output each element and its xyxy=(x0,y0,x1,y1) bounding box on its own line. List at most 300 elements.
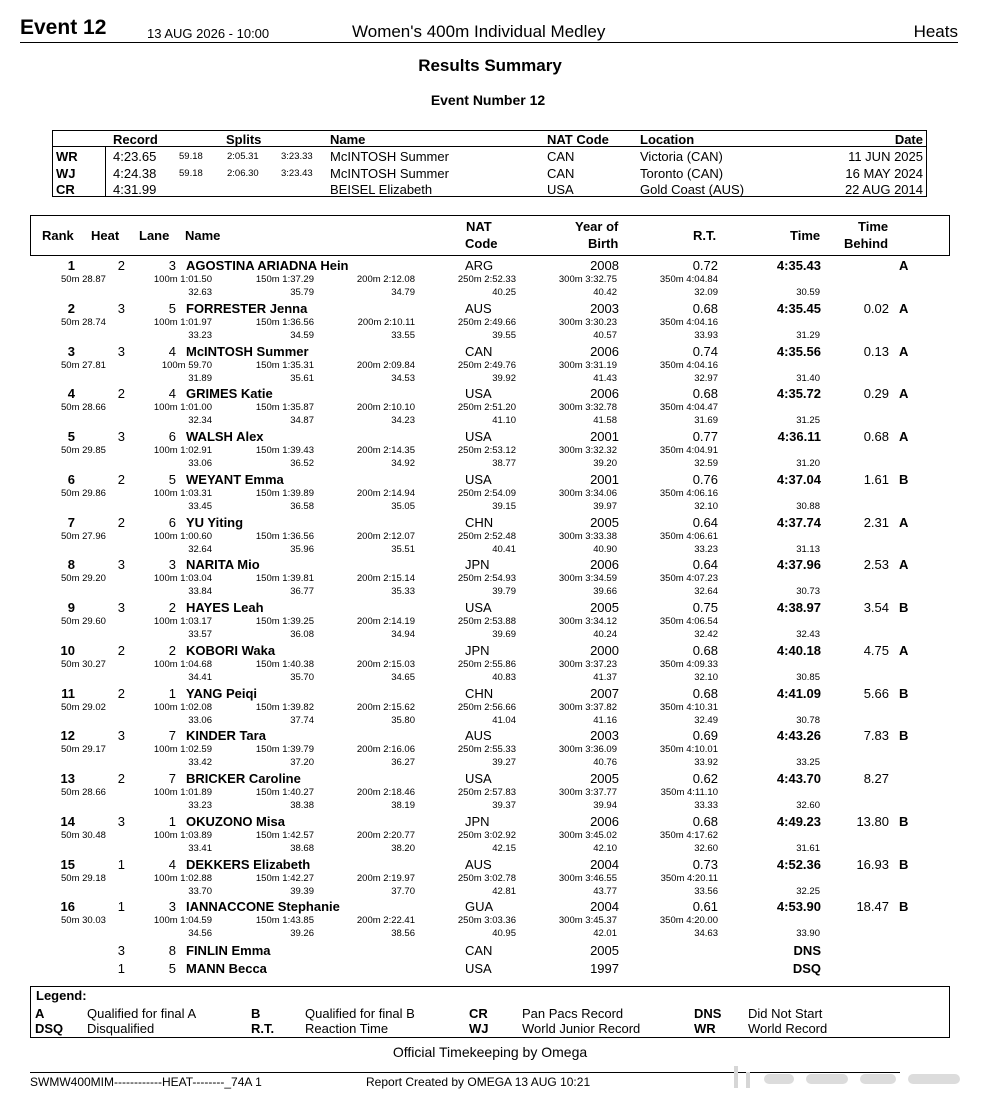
nat-code: USA xyxy=(465,961,492,976)
qualification: B xyxy=(899,856,909,872)
reaction-time: 0.64 xyxy=(692,514,718,530)
table-row xyxy=(0,814,986,857)
split-350m: 350m 4:09.33 xyxy=(659,658,718,670)
lap-200m: 36.27 xyxy=(391,757,415,769)
rank: 5 xyxy=(67,429,75,444)
split-50m: 50m 28.87 xyxy=(61,274,106,285)
col-name: Name xyxy=(185,228,221,243)
qualification: B xyxy=(899,471,909,487)
nat-code: USA xyxy=(465,600,492,615)
qualification: A xyxy=(899,557,909,573)
lap-200m: 35.33 xyxy=(391,586,415,598)
split-100m: 100m 1:02.91 xyxy=(153,445,212,456)
lane: 6 xyxy=(168,429,176,444)
nat-code: AUS xyxy=(465,300,492,316)
lap-250m: 41.04 xyxy=(492,714,516,726)
lap-400m: 33.90 xyxy=(796,928,820,940)
split-350m: 350m 4:04.47 xyxy=(659,402,718,414)
lane: 7 xyxy=(168,728,176,744)
nat-code: CHN xyxy=(465,685,494,701)
legend-code: B xyxy=(251,1006,261,1021)
nat-code: JPN xyxy=(465,642,490,658)
split-150m: 150m 1:39.89 xyxy=(255,487,314,499)
lap-300m: 42.10 xyxy=(593,842,617,854)
athlete-name: IANNACCONE Stephanie xyxy=(186,899,340,915)
final-time: 4:43.70 xyxy=(776,771,821,786)
split-50m: 50m 29.86 xyxy=(61,487,106,499)
split-300m: 300m 3:37.82 xyxy=(558,701,617,713)
lap-350m: 33.23 xyxy=(694,543,718,555)
lap-350m: 32.10 xyxy=(694,500,718,512)
split-50m: 50m 28.74 xyxy=(61,316,106,328)
nat-code: CAN xyxy=(465,343,493,359)
split-200m: 200m 2:15.14 xyxy=(356,573,415,585)
legend-desc: Pan Pacs Record xyxy=(522,1006,624,1021)
time-behind: 13.80 xyxy=(856,813,889,829)
table-row xyxy=(0,686,986,729)
qualification: A xyxy=(899,514,909,530)
lap-200m: 34.65 xyxy=(391,671,415,683)
qualification: B xyxy=(899,813,909,829)
lap-100m: 32.63 xyxy=(188,287,212,298)
split-100m: 100m 1:02.88 xyxy=(153,872,212,884)
table-row xyxy=(0,643,986,686)
lap-400m: 31.13 xyxy=(796,543,820,555)
split-350m: 350m 4:04.84 xyxy=(659,274,718,285)
lap-350m: 32.49 xyxy=(694,714,718,726)
lane: 5 xyxy=(168,471,176,487)
table-row xyxy=(0,728,986,771)
nat-code: CAN xyxy=(465,943,493,958)
lap-200m: 37.70 xyxy=(391,885,415,897)
split-350m: 350m 4:06.61 xyxy=(659,530,718,542)
athlete-name: KOBORI Waka xyxy=(186,642,276,658)
split-50m: 50m 30.03 xyxy=(61,915,106,927)
lap-350m: 32.59 xyxy=(694,458,718,469)
records-header-rule xyxy=(53,146,926,147)
athlete-name: AGOSTINA ARIADNA Hein xyxy=(186,258,349,273)
lap-100m: 33.23 xyxy=(188,800,212,811)
year-of-birth: 1997 xyxy=(590,961,619,976)
year-of-birth: 2004 xyxy=(590,899,619,915)
split-200m: 200m 2:09.84 xyxy=(356,359,415,371)
rank: 11 xyxy=(61,685,75,701)
heat: 3 xyxy=(117,343,125,359)
col-behind-1: Time xyxy=(858,219,889,234)
legend-desc: Reaction Time xyxy=(305,1021,389,1036)
split-50m: 50m 29.02 xyxy=(61,701,106,713)
lap-250m: 42.15 xyxy=(492,842,516,854)
split-150m: 150m 1:39.82 xyxy=(255,701,314,713)
lap-150m: 36.52 xyxy=(290,458,314,469)
split-150m: 150m 1:35.87 xyxy=(255,402,314,414)
nat-code: AUS xyxy=(465,728,492,744)
split-350m: 350m 4:07.23 xyxy=(659,573,718,585)
record-date: 16 MAY 2024 xyxy=(845,165,923,181)
split-200m: 200m 2:22.41 xyxy=(356,915,415,927)
split-150m: 150m 1:39.79 xyxy=(255,744,314,756)
lap-400m: 32.43 xyxy=(796,629,820,640)
page-title: Results Summary xyxy=(418,56,562,75)
lap-250m: 39.69 xyxy=(492,629,516,640)
athlete-name: KINDER Tara xyxy=(186,728,266,744)
reaction-time: 0.68 xyxy=(692,642,718,658)
lap-400m: 32.25 xyxy=(796,885,820,897)
time-behind: 0.68 xyxy=(863,429,889,444)
watermark-logo xyxy=(720,1060,980,1094)
time-behind: 0.29 xyxy=(863,386,889,402)
time-behind: 16.93 xyxy=(856,856,889,872)
split-50m: 50m 30.27 xyxy=(61,658,106,670)
lane: 4 xyxy=(168,856,176,872)
lap-100m: 34.41 xyxy=(188,671,212,683)
legend xyxy=(30,986,950,1038)
lap-350m: 33.93 xyxy=(694,329,718,341)
split-300m: 300m 3:46.55 xyxy=(558,872,617,884)
split-250m: 250m 2:57.83 xyxy=(457,787,516,798)
col-nat-2: Code xyxy=(465,236,498,251)
year-of-birth: 2005 xyxy=(590,514,619,530)
lap-300m: 40.76 xyxy=(593,757,617,769)
lap-200m: 35.80 xyxy=(391,714,415,726)
lap-400m: 33.25 xyxy=(796,757,820,769)
record-nat: CAN xyxy=(547,165,575,181)
lap-150m: 37.74 xyxy=(290,714,314,726)
split-150m: 150m 1:40.38 xyxy=(255,658,314,670)
heat: 1 xyxy=(117,961,125,976)
records-header-splits: Splits xyxy=(226,132,262,147)
split-100m: 100m 1:03.17 xyxy=(153,616,212,627)
split-300m: 300m 3:31.19 xyxy=(558,359,617,371)
split-100m: 100m 59.70 xyxy=(161,359,212,371)
records-header-record: Record xyxy=(113,132,158,147)
lap-100m: 33.06 xyxy=(188,714,212,726)
lap-400m: 31.20 xyxy=(796,458,820,469)
split-150m: 150m 1:36.56 xyxy=(255,316,314,328)
lap-250m: 40.41 xyxy=(492,543,516,555)
lane: 2 xyxy=(168,600,176,615)
event-name: Women's 400m Individual Medley xyxy=(352,22,606,41)
lap-200m: 38.19 xyxy=(391,800,415,811)
table-row xyxy=(0,857,986,900)
legend-desc: Did Not Start xyxy=(748,1006,823,1021)
heat: 2 xyxy=(117,471,125,487)
reaction-time: 0.73 xyxy=(692,856,718,872)
athlete-name: WEYANT Emma xyxy=(186,471,284,487)
record-type: WR xyxy=(56,149,78,164)
lap-350m: 31.69 xyxy=(694,415,718,427)
split-250m: 250m 2:55.33 xyxy=(457,744,516,756)
reaction-time: 0.64 xyxy=(692,557,718,573)
time-behind: 7.83 xyxy=(863,728,889,744)
record-location: Gold Coast (AUS) xyxy=(640,182,745,197)
split-150m: 150m 1:42.57 xyxy=(255,829,314,841)
lap-250m: 41.10 xyxy=(492,415,516,427)
records-header-location: Location xyxy=(640,132,695,147)
split-150m: 150m 1:35.31 xyxy=(255,359,314,371)
event-title: Event 12 xyxy=(20,16,107,39)
reaction-time: 0.68 xyxy=(692,685,718,701)
lap-150m: 39.26 xyxy=(290,928,314,940)
athlete-name: FORRESTER Jenna xyxy=(186,300,308,316)
athlete-name: HAYES Leah xyxy=(186,600,264,615)
lap-300m: 43.77 xyxy=(593,885,617,897)
split-150m: 150m 1:39.25 xyxy=(255,616,314,627)
split-300m: 300m 3:37.77 xyxy=(558,787,617,798)
lap-150m: 35.96 xyxy=(290,543,314,555)
reaction-time: 0.68 xyxy=(692,386,718,402)
split-300m: 300m 3:34.59 xyxy=(558,573,617,585)
col-lane: Lane xyxy=(139,228,170,243)
split-100m: 100m 1:02.08 xyxy=(153,701,212,713)
lap-250m: 39.27 xyxy=(492,757,516,769)
heat: 2 xyxy=(117,771,125,786)
final-time: 4:49.23 xyxy=(776,813,821,829)
timekeeping-note: Official Timekeeping by Omega xyxy=(392,1044,588,1060)
split-250m: 250m 2:49.76 xyxy=(457,359,516,371)
split-250m: 250m 2:53.12 xyxy=(457,445,516,456)
record-split-1: 59.18 xyxy=(179,167,203,179)
lap-350m: 32.10 xyxy=(694,671,718,683)
lap-350m: 34.63 xyxy=(694,928,718,940)
record-holder: McINTOSH Summer xyxy=(330,149,449,164)
lap-300m: 39.66 xyxy=(593,586,617,598)
table-row xyxy=(0,258,986,301)
split-250m: 250m 2:54.09 xyxy=(457,487,516,499)
lap-150m: 39.39 xyxy=(290,885,314,897)
lap-400m: 31.61 xyxy=(796,842,820,854)
legend-code: CR xyxy=(469,1006,488,1021)
split-350m: 350m 4:04.91 xyxy=(659,445,718,456)
col-nat-1: NAT xyxy=(466,219,492,234)
col-time: Time xyxy=(790,228,821,243)
final-time: 4:35.72 xyxy=(776,386,821,402)
record-holder: BEISEL Elizabeth xyxy=(330,182,433,197)
lap-150m: 38.38 xyxy=(290,800,314,811)
split-200m: 200m 2:12.07 xyxy=(356,530,415,542)
lap-350m: 32.09 xyxy=(694,287,718,298)
rank: 7 xyxy=(67,514,75,530)
final-time: 4:37.74 xyxy=(776,514,821,530)
lap-300m: 40.90 xyxy=(593,543,617,555)
year-of-birth: 2004 xyxy=(590,856,619,872)
year-of-birth: 2006 xyxy=(590,386,619,402)
final-time: 4:52.36 xyxy=(776,856,821,872)
lap-400m: 30.73 xyxy=(796,586,820,598)
time-behind: 5.66 xyxy=(863,685,889,701)
rank: 13 xyxy=(60,771,75,786)
lap-400m: 30.78 xyxy=(796,714,820,726)
lap-100m: 33.84 xyxy=(188,586,212,598)
split-300m: 300m 3:37.23 xyxy=(558,658,617,670)
split-150m: 150m 1:39.43 xyxy=(255,445,314,456)
lap-150m: 34.87 xyxy=(290,415,314,427)
record-time: 4:24.38 xyxy=(113,165,157,181)
nat-code: AUS xyxy=(465,856,492,872)
lap-300m: 40.24 xyxy=(593,629,617,640)
split-350m: 350m 4:20.11 xyxy=(660,872,718,884)
lap-100m: 33.42 xyxy=(188,757,212,769)
lap-100m: 33.70 xyxy=(188,885,212,897)
legend-desc: World Junior Record xyxy=(522,1021,641,1036)
split-350m: 350m 4:04.16 xyxy=(659,359,718,371)
reaction-time: 0.75 xyxy=(692,600,718,615)
record-date: 22 AUG 2014 xyxy=(844,182,923,197)
year-of-birth: 2003 xyxy=(590,728,619,744)
split-350m: 350m 4:11.10 xyxy=(660,787,718,798)
col-behind-2: Behind xyxy=(844,236,889,251)
lap-400m: 30.88 xyxy=(796,500,820,512)
qualification: A xyxy=(899,258,909,273)
reaction-time: 0.62 xyxy=(692,771,718,786)
record-location: Victoria (CAN) xyxy=(640,149,723,164)
lap-100m: 32.34 xyxy=(188,415,212,427)
lap-350m: 32.60 xyxy=(694,842,718,854)
time-behind: 18.47 xyxy=(856,899,889,915)
lap-200m: 34.53 xyxy=(391,372,415,384)
legend-desc: World Record xyxy=(748,1021,828,1036)
qualification: B xyxy=(899,685,909,701)
col-yob-1: Year of xyxy=(575,219,619,234)
records-header-nat: NAT Code xyxy=(547,132,609,147)
final-time: 4:35.56 xyxy=(776,343,821,359)
qualification: A xyxy=(899,343,909,359)
heat: 2 xyxy=(117,386,125,402)
split-50m: 50m 30.48 xyxy=(61,829,106,841)
year-of-birth: 2000 xyxy=(590,642,619,658)
heat: 2 xyxy=(117,685,125,701)
table-row xyxy=(0,386,986,429)
record-time: 4:31.99 xyxy=(113,182,157,197)
split-200m: 200m 2:20.77 xyxy=(356,829,415,841)
lap-400m: 30.59 xyxy=(796,287,820,298)
report-code: SWMW400MIM------------HEAT--------_74A 1 xyxy=(30,1075,262,1089)
heat: 3 xyxy=(117,813,125,829)
lap-100m: 33.45 xyxy=(188,500,212,512)
qualification: B xyxy=(899,600,909,615)
split-300m: 300m 3:36.09 xyxy=(558,744,617,756)
time-behind: 3.54 xyxy=(863,600,889,615)
final-time: 4:38.97 xyxy=(776,600,821,615)
nat-code: CHN xyxy=(465,514,494,530)
heat: 3 xyxy=(117,557,125,573)
lap-300m: 39.97 xyxy=(593,500,617,512)
lap-300m: 41.37 xyxy=(593,671,617,683)
lap-150m: 36.08 xyxy=(290,629,314,640)
nat-code: JPN xyxy=(465,557,490,573)
split-300m: 300m 3:45.37 xyxy=(558,915,617,927)
split-50m: 50m 27.81 xyxy=(61,359,106,371)
lap-100m: 33.57 xyxy=(188,629,212,640)
table-row xyxy=(0,429,986,472)
lap-250m: 39.79 xyxy=(492,586,516,598)
split-300m: 300m 3:45.02 xyxy=(558,829,617,841)
event-number: Event Number 12 xyxy=(430,92,546,108)
split-200m: 200m 2:19.97 xyxy=(356,872,415,884)
split-150m: 150m 1:37.29 xyxy=(255,274,314,285)
lane: 4 xyxy=(168,343,176,359)
split-200m: 200m 2:10.11 xyxy=(357,316,415,328)
lane: 2 xyxy=(168,642,176,658)
lap-150m: 34.59 xyxy=(290,329,314,341)
table-row xyxy=(0,600,986,643)
time-behind: 0.13 xyxy=(863,343,889,359)
col-rank: Rank xyxy=(42,228,74,243)
lane: 8 xyxy=(168,943,176,958)
list-item xyxy=(0,961,986,979)
lap-300m: 41.58 xyxy=(593,415,617,427)
lane: 7 xyxy=(168,771,176,786)
split-50m: 50m 27.96 xyxy=(61,530,106,542)
split-100m: 100m 1:03.89 xyxy=(153,829,212,841)
split-50m: 50m 28.66 xyxy=(61,402,106,414)
report-created: Report Created by OMEGA 13 AUG 10:21 xyxy=(366,1075,591,1089)
rank: 9 xyxy=(67,600,75,615)
rank: 4 xyxy=(67,386,75,402)
athlete-name: BRICKER Caroline xyxy=(186,771,301,786)
lap-250m: 38.77 xyxy=(492,458,516,469)
rank: 3 xyxy=(67,343,75,359)
nat-code: USA xyxy=(465,771,492,786)
reaction-time: 0.68 xyxy=(692,813,718,829)
year-of-birth: 2001 xyxy=(590,471,619,487)
split-200m: 200m 2:10.10 xyxy=(356,402,415,414)
table-row xyxy=(0,771,986,814)
split-250m: 250m 2:53.88 xyxy=(457,616,516,627)
record-nat: CAN xyxy=(547,149,575,164)
table-row xyxy=(0,344,986,387)
rank: 1 xyxy=(67,258,75,273)
qualification: B xyxy=(899,728,909,744)
lap-150m: 36.58 xyxy=(290,500,314,512)
lane: 6 xyxy=(168,514,176,530)
legend-title: Legend: xyxy=(36,988,87,1003)
lap-100m: 33.41 xyxy=(188,842,212,854)
reaction-time: 0.77 xyxy=(692,429,718,444)
final-time: 4:37.96 xyxy=(776,557,821,573)
nat-code: GUA xyxy=(465,899,494,915)
lap-200m: 34.94 xyxy=(391,629,415,640)
athlete-name: DEKKERS Elizabeth xyxy=(186,856,311,872)
reaction-time: 0.69 xyxy=(692,728,718,744)
heat: 1 xyxy=(117,856,125,872)
lap-250m: 39.15 xyxy=(492,500,516,512)
legend-code: A xyxy=(35,1006,45,1021)
split-350m: 350m 4:06.54 xyxy=(659,616,718,627)
year-of-birth: 2001 xyxy=(590,429,619,444)
rank: 8 xyxy=(67,557,75,573)
final-time: 4:43.26 xyxy=(776,728,821,744)
record-split-1: 59.18 xyxy=(179,151,203,162)
lap-200m: 34.92 xyxy=(391,458,415,469)
lane: 5 xyxy=(168,961,176,976)
heat: 2 xyxy=(117,514,125,530)
record-location: Toronto (CAN) xyxy=(640,165,724,181)
split-200m: 200m 2:15.03 xyxy=(356,658,415,670)
lap-150m: 35.61 xyxy=(290,372,314,384)
split-250m: 250m 2:51.20 xyxy=(457,402,516,414)
nat-code: USA xyxy=(465,471,492,487)
split-300m: 300m 3:34.06 xyxy=(558,487,617,499)
results-header xyxy=(30,215,950,256)
year-of-birth: 2003 xyxy=(590,300,619,316)
record-time: 4:23.65 xyxy=(113,149,157,164)
split-300m: 300m 3:32.32 xyxy=(558,445,617,456)
record-row xyxy=(53,148,926,165)
final-time: 4:35.43 xyxy=(776,258,821,273)
table-row xyxy=(0,301,986,344)
legend-code: R.T. xyxy=(251,1021,275,1036)
